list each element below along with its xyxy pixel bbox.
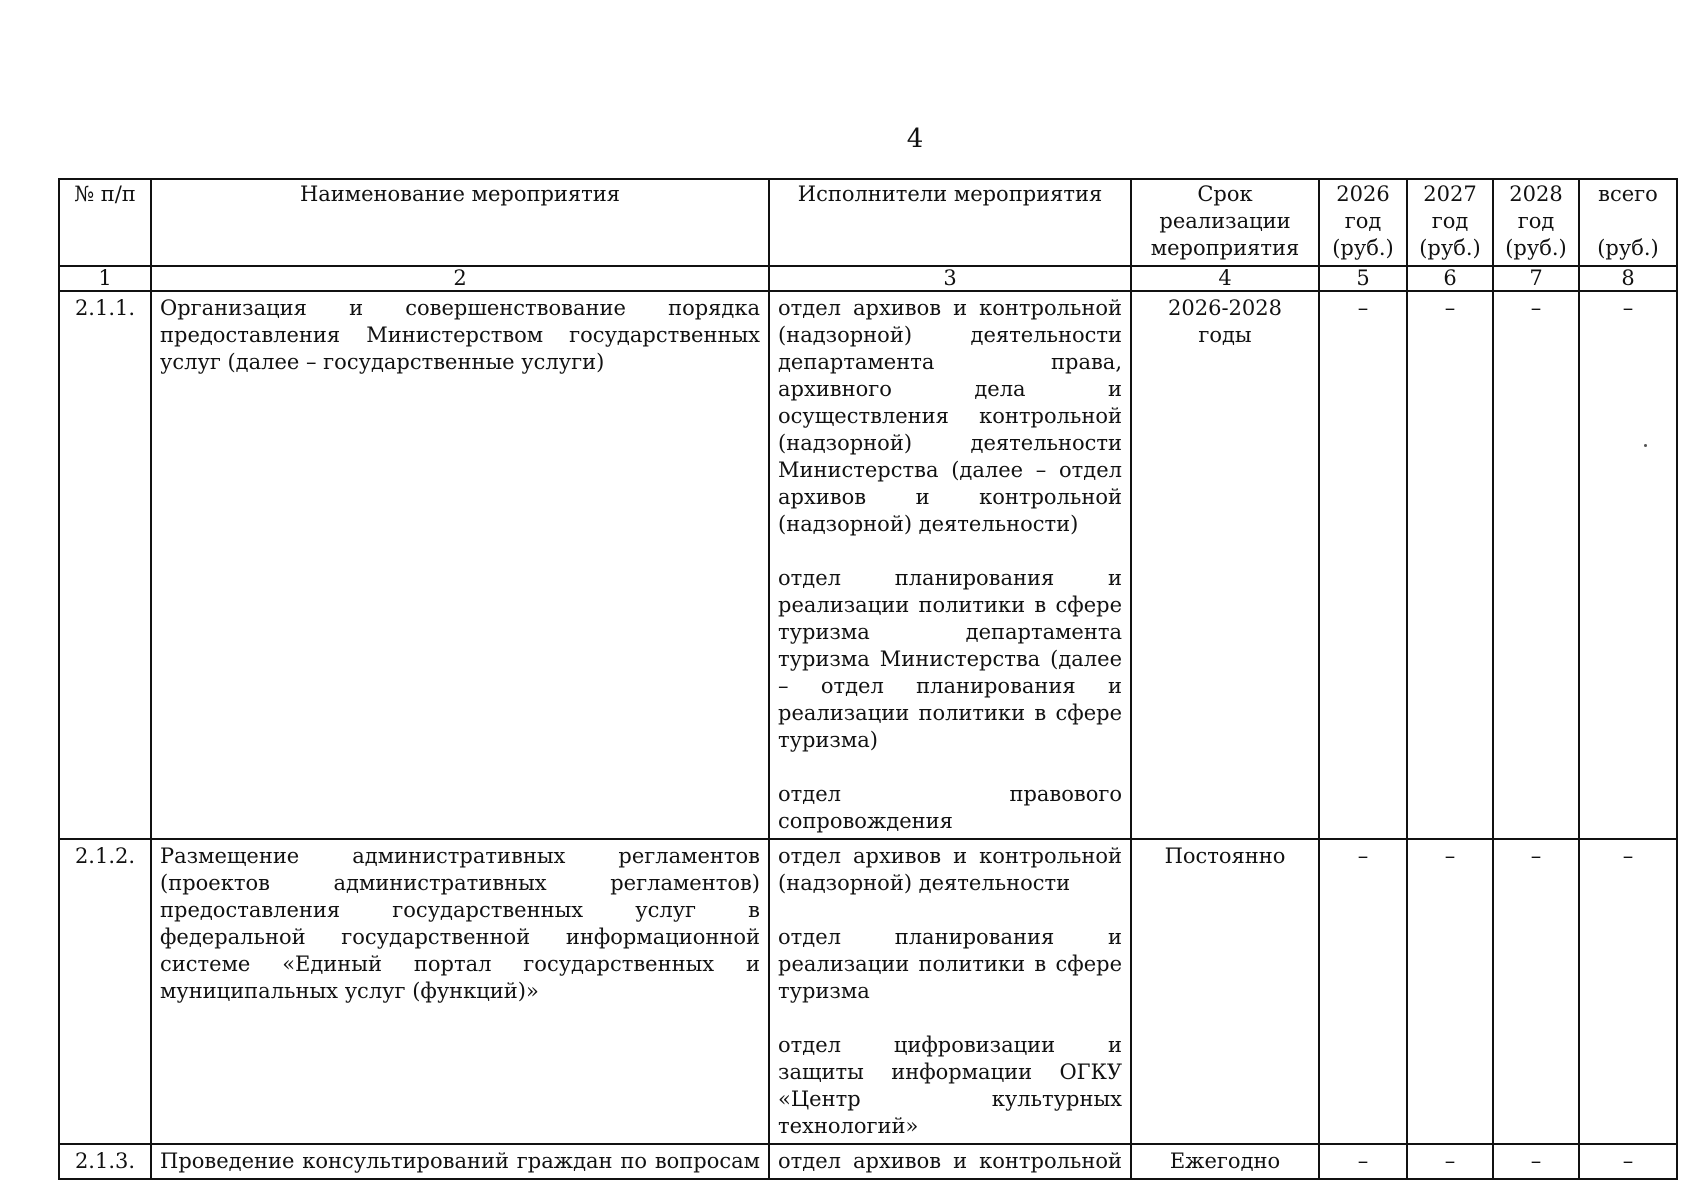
amount-2028: – bbox=[1493, 839, 1579, 1144]
amount-2026: – bbox=[1319, 1144, 1407, 1179]
table-row bbox=[59, 291, 1677, 839]
term-cell: Постоянно bbox=[1131, 839, 1319, 1144]
amount-2028: – bbox=[1493, 291, 1579, 839]
term-cell: Ежегодно bbox=[1131, 1144, 1319, 1179]
header-2027: 2027 год (руб.) bbox=[1407, 179, 1493, 266]
executor-item: отдел архивов и контрольной (надзорной) деятельности bbox=[778, 844, 1122, 895]
executor-item: отдел цифровизации и защиты информации ОГКУ «Центр культурных технологий» bbox=[778, 1033, 1122, 1138]
column-number: 5 bbox=[1319, 266, 1407, 291]
column-numbers-row bbox=[59, 266, 1677, 291]
executor-item: отдел архивов и контрольной bbox=[778, 1149, 1122, 1173]
header-executors: Исполнители мероприятия bbox=[769, 179, 1131, 266]
row-index: 2.1.3. bbox=[59, 1144, 151, 1179]
measure-name: Организация и совершенствование порядка предоставления Министерством государственных услуг (далее – государственные услуги) bbox=[151, 291, 769, 839]
amount-2027: – bbox=[1407, 1144, 1493, 1179]
executors-cell bbox=[769, 291, 1131, 839]
scan-speck bbox=[1644, 444, 1647, 447]
column-number: 6 bbox=[1407, 266, 1493, 291]
header-total: всего (руб.) bbox=[1579, 179, 1677, 266]
column-number: 1 bbox=[59, 266, 151, 291]
page-number: 4 bbox=[906, 124, 924, 154]
amount-2026: – bbox=[1319, 291, 1407, 839]
amount-total: – bbox=[1579, 1144, 1677, 1179]
measure-name: Размещение административных регламентов (проектов административных регламентов) предоставления государственных услуг в федеральной государственной информационной системе «Единый портал государственных и муниципальных услуг (функций)» bbox=[151, 839, 769, 1144]
executor-item: отдел планирования и реализации политики в сфере туризма bbox=[778, 925, 1122, 1003]
executor-item: отдел архивов и контрольной (надзорной) деятельности департамента права, архивного дела и осуществления контрольной (надзорной) деятельности Министерства (далее – отдел архивов и контрольной (надзорной) деятельности) bbox=[778, 296, 1122, 536]
row-index: 2.1.1. bbox=[59, 291, 151, 839]
row-index: 2.1.2. bbox=[59, 839, 151, 1144]
column-number: 3 bbox=[769, 266, 1131, 291]
column-number: 8 bbox=[1579, 266, 1677, 291]
column-number: 7 bbox=[1493, 266, 1579, 291]
amount-total: – bbox=[1579, 839, 1677, 1144]
amount-2026: – bbox=[1319, 839, 1407, 1144]
measure-name: Проведение консультирований граждан по вопросам bbox=[151, 1144, 769, 1179]
amount-2028: – bbox=[1493, 1144, 1579, 1179]
amount-total: – bbox=[1579, 291, 1677, 839]
header-row bbox=[59, 179, 1677, 266]
header-num: № п/п bbox=[59, 179, 151, 266]
executors-cell bbox=[769, 1144, 1131, 1179]
header-term: Срок реализации мероприятия bbox=[1131, 179, 1319, 266]
executors-cell bbox=[769, 839, 1131, 1144]
table-row bbox=[59, 839, 1677, 1144]
measures-table bbox=[58, 178, 1678, 1180]
term-cell: 2026-2028 годы bbox=[1131, 291, 1319, 839]
executor-item: отдел правового сопровождения bbox=[778, 782, 1122, 833]
column-number: 2 bbox=[151, 266, 769, 291]
column-number: 4 bbox=[1131, 266, 1319, 291]
amount-2027: – bbox=[1407, 839, 1493, 1144]
header-2028: 2028 год (руб.) bbox=[1493, 179, 1579, 266]
header-2026: 2026 год (руб.) bbox=[1319, 179, 1407, 266]
header-name: Наименование мероприятия bbox=[151, 179, 769, 266]
executor-item: отдел планирования и реализации политики в сфере туризма департамента туризма Министерства (далее – отдел планирования и реализации политики в сфере туризма) bbox=[778, 566, 1122, 752]
amount-2027: – bbox=[1407, 291, 1493, 839]
table-row bbox=[59, 1144, 1677, 1179]
